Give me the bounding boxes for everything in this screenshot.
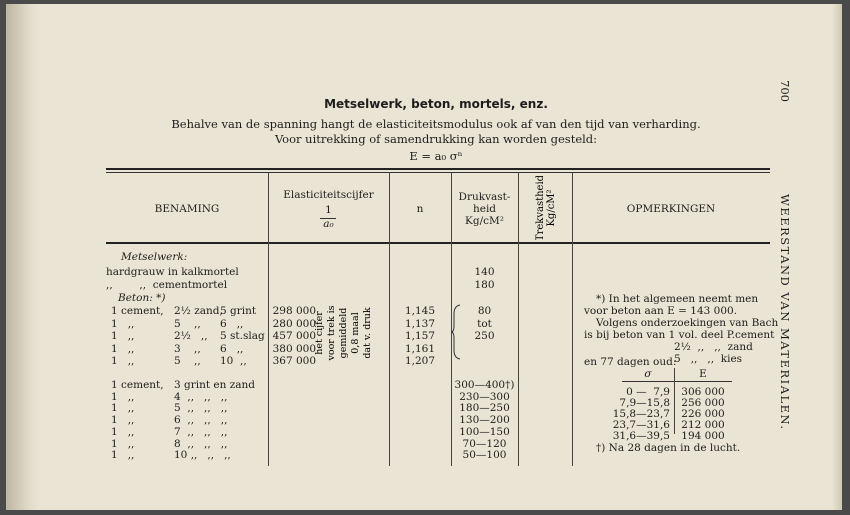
header-trek-line-2: Kg/cM²: [546, 189, 557, 227]
table-top-rule-thin: [106, 172, 770, 173]
formula: E = a₀ σⁿ: [409, 149, 463, 163]
remarks-row-sigma: 0 — 7,9: [626, 386, 670, 398]
beton-row-zand: 2½ zand,: [174, 305, 223, 317]
grint-row-druk: 230—300: [459, 390, 510, 403]
remarks-header-e: E: [699, 368, 707, 380]
beton-row-zand: 2½ ,,: [174, 330, 208, 342]
elastic-note-line: het cijfer: [314, 311, 325, 355]
masonry-row-1-druk: 140: [474, 266, 495, 278]
grint-row-cement: 1 ,,: [111, 425, 135, 438]
beton-row-n: 1,157: [404, 330, 436, 342]
masonry-row-1-name: hardgrauw in kalkmortel: [106, 266, 239, 278]
remarks-line: *) In het algemeen neemt men: [596, 293, 759, 305]
beton-row-n: 1,137: [404, 317, 436, 330]
grint-row-cement: 1 ,,: [111, 402, 135, 415]
remarks-row-sigma: 15,8—23,7: [612, 408, 670, 420]
elastic-note: [312, 300, 390, 366]
beton-row-grint: 6 ,,: [220, 342, 244, 355]
grint-row-cement: 1 ,,: [111, 414, 135, 427]
page-spine-shadow: [6, 4, 40, 510]
grint-row-druk: 180—250: [459, 402, 510, 415]
book-page: [6, 4, 842, 510]
grint-row-cement: 1 ,,: [111, 390, 135, 403]
remarks-row-e: 212 000: [681, 419, 725, 431]
table-top-rule: [106, 168, 770, 170]
label-metselwerk: Metselwerk:: [121, 251, 188, 263]
beton-row-cement: 1 ,,: [111, 355, 135, 367]
running-head: WEERSTAND VAN MATERIALEN.: [778, 194, 792, 431]
remarks-line: voor beton aan E = 143 000.: [584, 305, 738, 317]
beton-row-elastic: 457 000: [272, 330, 316, 342]
beton-row-grint: 5 st.slag: [220, 330, 265, 342]
remarks-line: Volgens onderzoekingen van Bach: [596, 317, 779, 329]
column-divider-5: [572, 172, 573, 466]
header-drukvastheid: Drukvast- heid Kg/cM²: [458, 191, 511, 227]
beton-row-cement: 1 ,,: [111, 330, 135, 342]
grint-row-druk: 130—200: [459, 414, 510, 427]
header-n: n: [416, 203, 424, 215]
beton-row-n: 1,207: [404, 355, 436, 367]
elastic-note-line: 0,8 maal: [350, 312, 361, 354]
page-edge: [832, 4, 842, 510]
grint-row-druk: 50—100: [462, 449, 507, 462]
grint-row-mix: 3 grint en zand: [174, 379, 256, 391]
grint-row-mix: 10 ,, ,, ,,: [174, 449, 231, 462]
header-benaming: BENAMING: [154, 203, 220, 215]
remarks-row-e: 306 000: [681, 386, 725, 398]
beton-row-elastic: 280 000: [272, 317, 316, 330]
remarks-row-e: 226 000: [681, 408, 725, 420]
beton-row-druk: tot: [477, 317, 492, 330]
beton-row-druk: 250: [474, 330, 495, 342]
elastic-note-line: dat v. druk: [362, 307, 373, 359]
remarks-line: 2½ ,, ,, zand: [674, 341, 753, 353]
section-title: Metselwerk, beton, mortels, enz.: [324, 97, 548, 111]
intro-line-2: Voor uitrekking of samendrukking kan worden gesteld:: [274, 132, 598, 146]
grint-row-cement: 1 ,,: [111, 437, 135, 450]
beton-row-druk: 80: [477, 305, 492, 317]
beton-row-elastic: 298 000: [272, 305, 316, 317]
remarks-row-e: 256 000: [681, 397, 725, 409]
header-opmerkingen: OPMERKINGEN: [626, 203, 716, 215]
beton-row-elastic: 380 000: [272, 342, 316, 355]
remarks-row-sigma: 7,9—15,8: [619, 397, 670, 409]
beton-row-n: 1,145: [404, 305, 436, 317]
beton-row-grint: 6 ,,: [220, 317, 244, 330]
header-elastic-denominator: a₀: [323, 218, 334, 230]
elastic-note-line: voor trek is: [326, 305, 337, 361]
grint-row-druk: 70—120: [462, 437, 507, 450]
grint-row-cement: 1 cement,: [111, 379, 164, 391]
masonry-row-2-druk: 180: [474, 279, 495, 291]
remarks-line: 5 ,, ,, kies: [674, 353, 743, 365]
beton-row-n: 1,161: [404, 342, 436, 355]
grint-row-mix: 7 ,, ,, ,,: [174, 425, 228, 438]
header-trek-line-1: Trekvastheid: [535, 176, 546, 240]
beton-row-cement: 1 cement,: [111, 305, 164, 317]
remarks-header-sigma: σ: [644, 368, 652, 380]
header-bottom-rule: [106, 242, 770, 244]
beton-row-zand: 5 ,,: [174, 317, 201, 330]
remarks-row-sigma: 31,6—39,5: [612, 430, 670, 442]
page-number: 700: [778, 80, 792, 102]
beton-row-cement: 1 ,,: [111, 342, 135, 355]
masonry-row-2-name: ,, ,, cementmortel: [106, 279, 228, 291]
beton-row-cement: 1 ,,: [111, 317, 135, 330]
header-trekvastheid: [518, 176, 572, 240]
beton-row-grint: 5 grint: [220, 305, 257, 317]
beton-row-grint: 10 ,,: [220, 355, 247, 367]
grint-row-mix: 4 ,, ,, ,,: [174, 390, 228, 403]
header-elastic-numerator: 1: [325, 204, 332, 216]
beton-row-elastic: 367 000: [272, 355, 316, 367]
grint-row-mix: 8 ,, ,, ,,: [174, 437, 228, 450]
beton-row-zand: 3 ,,: [174, 342, 201, 355]
intro-line-1: Behalve van de spanning hangt de elasticiteitsmodulus ook af van den tijd van verharding.: [171, 117, 701, 131]
grint-row-mix: 5 ,, ,, ,,: [174, 402, 228, 415]
remarks-line: is bij beton van 1 vol. deel P.cement: [584, 329, 775, 341]
remarks-row-sigma: 23,7—31,6: [612, 419, 670, 431]
header-elastic-title: Elasticiteitscijfer: [283, 189, 374, 201]
label-beton: Beton: *): [118, 292, 166, 304]
beton-row-zand: 5 ,,: [174, 355, 201, 367]
grint-row-druk: 100—150: [459, 425, 510, 438]
remarks-row-e: 194 000: [681, 430, 725, 442]
remarks-line: en 77 dagen oud:: [584, 356, 677, 368]
grint-row-cement: 1 ,,: [111, 449, 135, 462]
elastic-note-line: gemiddeld: [338, 307, 349, 359]
grint-row-druk: 300—400†): [454, 379, 515, 391]
remarks-table-rule: [622, 381, 732, 382]
remarks-footnote: †) Na 28 dagen in de lucht.: [596, 442, 741, 454]
grint-row-mix: 6 ,, ,, ,,: [174, 414, 228, 427]
